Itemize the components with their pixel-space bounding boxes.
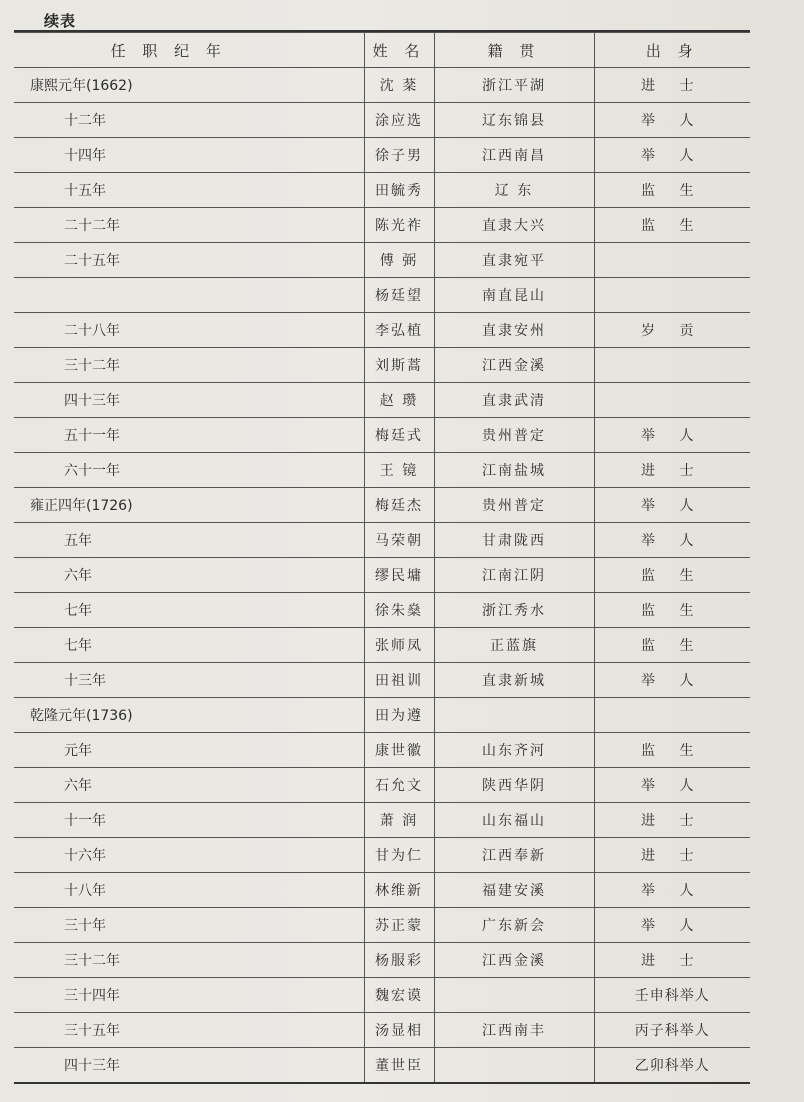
origin-cell: 监 生 (594, 208, 750, 243)
name-cell: 沈 棻 (364, 68, 434, 103)
native-place-cell: 江南盐城 (434, 453, 594, 488)
native-place-cell: 贵州普定 (434, 418, 594, 453)
table-row (14, 978, 750, 1013)
year-cell: 十六年 (14, 838, 364, 873)
name-cell: 刘斯蒿 (364, 348, 434, 383)
year-cell: 五年 (14, 523, 364, 558)
origin-cell (594, 383, 750, 418)
year-cell: 十三年 (14, 663, 364, 698)
origin-cell: 举 人 (594, 908, 750, 943)
name-cell: 王 镜 (364, 453, 434, 488)
year-cell: 七年 (14, 628, 364, 663)
table-row (14, 873, 750, 908)
table-row (14, 488, 750, 523)
year-cell: 二十二年 (14, 208, 364, 243)
table-row (14, 418, 750, 453)
native-place-cell: 江西南丰 (434, 1013, 594, 1048)
table-row (14, 68, 750, 103)
origin-cell: 壬申科举人 (594, 978, 750, 1013)
origin-cell: 丙子科举人 (594, 1013, 750, 1048)
native-place-cell: 陕西华阴 (434, 768, 594, 803)
name-cell: 田祖训 (364, 663, 434, 698)
native-place-cell: 江西奉新 (434, 838, 594, 873)
table-row (14, 383, 750, 418)
name-cell: 汤显相 (364, 1013, 434, 1048)
origin-cell: 进 士 (594, 838, 750, 873)
native-place-cell: 正蓝旗 (434, 628, 594, 663)
native-place-cell: 直隶安州 (434, 313, 594, 348)
name-cell: 徐朱燊 (364, 593, 434, 628)
origin-cell: 进 士 (594, 943, 750, 978)
table-row (14, 348, 750, 383)
native-place-cell: 江西金溪 (434, 348, 594, 383)
header-year: 任 职 纪 年 (14, 33, 364, 68)
name-cell: 梅廷式 (364, 418, 434, 453)
origin-cell: 举 人 (594, 873, 750, 908)
table-row (14, 558, 750, 593)
table-row (14, 908, 750, 943)
origin-cell: 举 人 (594, 103, 750, 138)
name-cell: 林维新 (364, 873, 434, 908)
name-cell: 田为遵 (364, 698, 434, 733)
table-header-row (14, 33, 750, 68)
origin-cell: 举 人 (594, 768, 750, 803)
name-cell: 张师凤 (364, 628, 434, 663)
origin-cell: 监 生 (594, 628, 750, 663)
origin-cell: 举 人 (594, 418, 750, 453)
year-cell: 三十二年 (14, 943, 364, 978)
native-place-cell: 贵州普定 (434, 488, 594, 523)
table-row (14, 663, 750, 698)
table-row (14, 173, 750, 208)
native-place-cell (434, 978, 594, 1013)
name-cell: 康世徽 (364, 733, 434, 768)
origin-cell (594, 698, 750, 733)
year-cell: 元年 (14, 733, 364, 768)
year-cell (14, 278, 364, 313)
year-cell: 三十二年 (14, 348, 364, 383)
table-row (14, 1013, 750, 1048)
year-cell: 二十五年 (14, 243, 364, 278)
name-cell: 魏宏谟 (364, 978, 434, 1013)
native-place-cell: 山东福山 (434, 803, 594, 838)
origin-cell (594, 243, 750, 278)
year-cell: 十四年 (14, 138, 364, 173)
origin-cell: 岁 贡 (594, 313, 750, 348)
native-place-cell: 浙江秀水 (434, 593, 594, 628)
year-cell: 三十年 (14, 908, 364, 943)
table-row (14, 138, 750, 173)
year-cell: 四十三年 (14, 1048, 364, 1084)
origin-cell (594, 348, 750, 383)
year-cell: 十一年 (14, 803, 364, 838)
name-cell: 苏正蒙 (364, 908, 434, 943)
table-row (14, 803, 750, 838)
origin-cell: 监 生 (594, 558, 750, 593)
name-cell: 杨廷望 (364, 278, 434, 313)
year-cell: 康熙元年(1662) (14, 68, 364, 103)
origin-cell: 监 生 (594, 733, 750, 768)
origin-cell: 进 士 (594, 68, 750, 103)
table-row (14, 1048, 750, 1084)
native-place-cell: 直隶宛平 (434, 243, 594, 278)
table-row (14, 453, 750, 488)
name-cell: 赵 瓒 (364, 383, 434, 418)
table-caption: 续表 (44, 12, 77, 30)
table-body (14, 68, 750, 1084)
year-cell: 四十三年 (14, 383, 364, 418)
table-row (14, 208, 750, 243)
origin-cell: 监 生 (594, 173, 750, 208)
native-place-cell: 直隶新城 (434, 663, 594, 698)
table-row (14, 628, 750, 663)
native-place-cell: 福建安溪 (434, 873, 594, 908)
table-row (14, 838, 750, 873)
native-place-cell: 辽 东 (434, 173, 594, 208)
origin-cell: 举 人 (594, 488, 750, 523)
name-cell: 徐子男 (364, 138, 434, 173)
table-row (14, 278, 750, 313)
name-cell: 李弘植 (364, 313, 434, 348)
year-cell: 乾隆元年(1736) (14, 698, 364, 733)
native-place-cell (434, 698, 594, 733)
name-cell: 杨服彩 (364, 943, 434, 978)
header-name: 姓 名 (364, 33, 434, 68)
name-cell: 萧 润 (364, 803, 434, 838)
officials-table (14, 32, 750, 1084)
native-place-cell (434, 1048, 594, 1084)
name-cell: 甘为仁 (364, 838, 434, 873)
year-cell: 十二年 (14, 103, 364, 138)
name-cell: 马荣朝 (364, 523, 434, 558)
name-cell: 陈光祚 (364, 208, 434, 243)
table-row (14, 943, 750, 978)
year-cell: 六年 (14, 768, 364, 803)
table-row (14, 243, 750, 278)
origin-cell: 举 人 (594, 663, 750, 698)
native-place-cell: 南直昆山 (434, 278, 594, 313)
name-cell: 田毓秀 (364, 173, 434, 208)
header-origin: 出 身 (594, 33, 750, 68)
year-cell: 雍正四年(1726) (14, 488, 364, 523)
native-place-cell: 江南江阴 (434, 558, 594, 593)
native-place-cell: 江西金溪 (434, 943, 594, 978)
name-cell: 傅 弼 (364, 243, 434, 278)
year-cell: 六十一年 (14, 453, 364, 488)
table-row (14, 733, 750, 768)
year-cell: 三十五年 (14, 1013, 364, 1048)
table-row (14, 698, 750, 733)
native-place-cell: 江西南昌 (434, 138, 594, 173)
origin-cell: 举 人 (594, 138, 750, 173)
year-cell: 五十一年 (14, 418, 364, 453)
native-place-cell: 辽东锦县 (434, 103, 594, 138)
name-cell: 涂应选 (364, 103, 434, 138)
origin-cell: 进 士 (594, 453, 750, 488)
native-place-cell: 直隶武清 (434, 383, 594, 418)
year-cell: 七年 (14, 593, 364, 628)
table-row (14, 103, 750, 138)
origin-cell (594, 278, 750, 313)
header-native-place: 籍 贯 (434, 33, 594, 68)
name-cell: 缪民墉 (364, 558, 434, 593)
table-row (14, 523, 750, 558)
native-place-cell: 甘肃陇西 (434, 523, 594, 558)
origin-cell: 监 生 (594, 593, 750, 628)
origin-cell: 乙卯科举人 (594, 1048, 750, 1084)
year-cell: 十五年 (14, 173, 364, 208)
table-row (14, 768, 750, 803)
name-cell: 董世臣 (364, 1048, 434, 1084)
table-row (14, 313, 750, 348)
year-cell: 二十八年 (14, 313, 364, 348)
native-place-cell: 广东新会 (434, 908, 594, 943)
native-place-cell: 浙江平湖 (434, 68, 594, 103)
year-cell: 十八年 (14, 873, 364, 908)
year-cell: 三十四年 (14, 978, 364, 1013)
native-place-cell: 山东齐河 (434, 733, 594, 768)
name-cell: 梅廷杰 (364, 488, 434, 523)
year-cell: 六年 (14, 558, 364, 593)
table-row (14, 593, 750, 628)
name-cell: 石允文 (364, 768, 434, 803)
origin-cell: 举 人 (594, 523, 750, 558)
officials-table-wrapper (14, 30, 750, 1084)
native-place-cell: 直隶大兴 (434, 208, 594, 243)
origin-cell: 进 士 (594, 803, 750, 838)
